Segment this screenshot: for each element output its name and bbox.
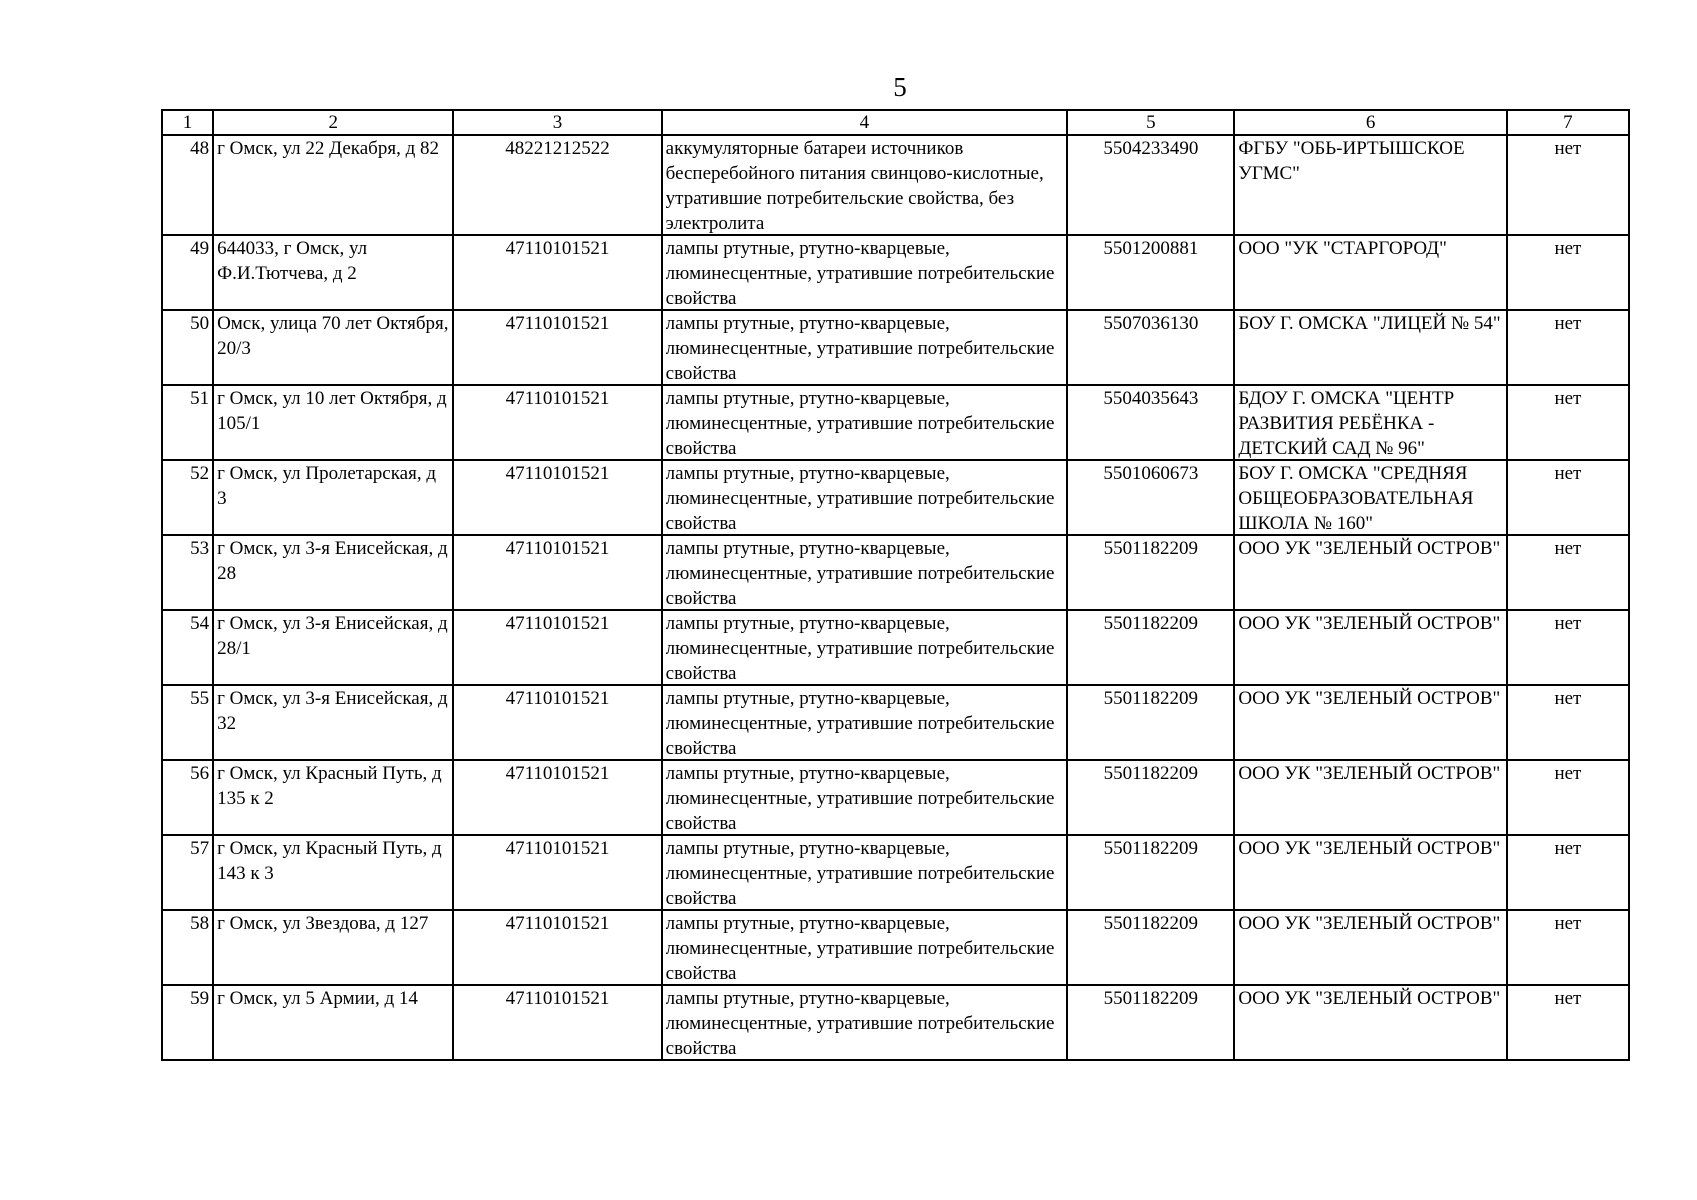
flag-cell: нет: [1507, 610, 1629, 685]
inn-cell: 5501182209: [1067, 760, 1234, 835]
waste-type-cell: [662, 910, 1068, 985]
inn-cell: 5504233490: [1067, 135, 1234, 235]
organization-cell: [1234, 985, 1506, 1060]
table-row: [162, 235, 1629, 310]
address-cell: [213, 235, 453, 310]
row-number: 49: [162, 235, 213, 310]
inn-cell: 5501182209: [1067, 685, 1234, 760]
organization-text: ООО УК "ЗЕЛЕНЫЙ ОСТРОВ": [1238, 988, 1501, 1009]
row-number: 57: [162, 835, 213, 910]
organization-cell: [1234, 535, 1506, 610]
organization-text: ФГБУ "ОБЬ-ИРТЫШСКОЕ УГМС": [1238, 138, 1465, 184]
waste-type-cell: [662, 460, 1068, 535]
table-row: [162, 385, 1629, 460]
row-number: 51: [162, 385, 213, 460]
waste-code-cell: 47110101521: [453, 835, 661, 910]
waste-code-cell: 47110101521: [453, 460, 661, 535]
waste-type-cell: [662, 535, 1068, 610]
address-text: г Омск, ул Красный Путь, д 135 к 2: [217, 763, 442, 809]
waste-type-cell: [662, 835, 1068, 910]
header-col-7: 7: [1507, 110, 1629, 135]
table-row: [162, 685, 1629, 760]
organization-cell: [1234, 135, 1506, 235]
flag-cell: нет: [1507, 835, 1629, 910]
table-body: [162, 135, 1629, 1060]
organization-text: БДОУ Г. ОМСКА "ЦЕНТР РАЗВИТИЯ РЕБЁНКА - ДЕТСКИЙ САД № 96": [1238, 388, 1455, 459]
waste-type-cell: [662, 135, 1068, 235]
page-number: 5: [893, 72, 907, 102]
row-number: 52: [162, 460, 213, 535]
header-col-4: 4: [662, 110, 1068, 135]
row-number: 58: [162, 910, 213, 985]
flag-cell: нет: [1507, 685, 1629, 760]
waste-type-text: лампы ртутные, ртутно-кварцевые, люминесцентные, утратившие потребительские свойства: [665, 838, 1055, 909]
waste-type-text: лампы ртутные, ртутно-кварцевые, люминесцентные, утратившие потребительские свойства: [665, 913, 1055, 984]
waste-code-cell: 47110101521: [453, 385, 661, 460]
address-cell: [213, 985, 453, 1060]
inn-cell: 5501182209: [1067, 610, 1234, 685]
organization-cell: [1234, 910, 1506, 985]
row-number: 59: [162, 985, 213, 1060]
organization-text: БОУ Г. ОМСКА "ЛИЦЕЙ № 54": [1238, 313, 1501, 334]
row-number: 48: [162, 135, 213, 235]
flag-cell: нет: [1507, 135, 1629, 235]
address-text: г Омск, ул 10 лет Октября, д 105/1: [217, 388, 447, 434]
organization-text: ООО УК "ЗЕЛЕНЫЙ ОСТРОВ": [1238, 763, 1501, 784]
waste-type-cell: [662, 235, 1068, 310]
organization-cell: [1234, 235, 1506, 310]
address-text: г Омск, ул 22 Декабря, д 82: [217, 138, 439, 159]
header-row: [162, 110, 1629, 135]
address-cell: [213, 610, 453, 685]
table-row: [162, 610, 1629, 685]
waste-type-cell: [662, 310, 1068, 385]
address-cell: [213, 535, 453, 610]
table-row: [162, 460, 1629, 535]
waste-type-text: лампы ртутные, ртутно-кварцевые, люминесцентные, утратившие потребительские свойства: [665, 463, 1055, 534]
table-row: [162, 835, 1629, 910]
inn-cell: 5501200881: [1067, 235, 1234, 310]
table-row: [162, 985, 1629, 1060]
waste-type-cell: [662, 385, 1068, 460]
address-text: г Омск, ул 5 Армии, д 14: [217, 988, 418, 1009]
waste-type-text: лампы ртутные, ртутно-кварцевые, люминесцентные, утратившие потребительские свойства: [665, 313, 1055, 384]
address-text: г Омск, ул Красный Путь, д 143 к 3: [217, 838, 442, 884]
waste-code-cell: 48221212522: [453, 135, 661, 235]
waste-type-text: лампы ртутные, ртутно-кварцевые, люминесцентные, утратившие потребительские свойства: [665, 988, 1055, 1059]
waste-type-text: аккумуляторные батареи источников бесперебойного питания свинцово-кислотные, утратившие потребительские свойства, без электролита: [665, 138, 1044, 234]
inn-cell: 5501182209: [1067, 835, 1234, 910]
header-col-5: 5: [1067, 110, 1234, 135]
flag-cell: нет: [1507, 310, 1629, 385]
address-cell: [213, 135, 453, 235]
address-cell: [213, 460, 453, 535]
header-col-2: 2: [213, 110, 453, 135]
table-row: [162, 310, 1629, 385]
inn-cell: 5501182209: [1067, 535, 1234, 610]
waste-code-cell: 47110101521: [453, 685, 661, 760]
address-cell: [213, 310, 453, 385]
flag-cell: нет: [1507, 235, 1629, 310]
inn-cell: 5504035643: [1067, 385, 1234, 460]
address-text: г Омск, ул Пролетарская, д 3: [217, 463, 436, 509]
waste-code-cell: 47110101521: [453, 235, 661, 310]
waste-type-cell: [662, 985, 1068, 1060]
address-cell: [213, 385, 453, 460]
waste-type-cell: [662, 685, 1068, 760]
organization-cell: [1234, 610, 1506, 685]
waste-type-text: лампы ртутные, ртутно-кварцевые, люминесцентные, утратившие потребительские свойства: [665, 238, 1055, 309]
organization-text: БОУ Г. ОМСКА "СРЕДНЯЯ ОБЩЕОБРАЗОВАТЕЛЬНАЯ ШКОЛА № 160": [1238, 463, 1474, 534]
address-cell: [213, 685, 453, 760]
address-text: Омск, улица 70 лет Октября, 20/3: [217, 313, 449, 359]
address-text: г Омск, ул 3-я Енисейская, д 28/1: [217, 613, 448, 659]
table-row: [162, 760, 1629, 835]
table-row: [162, 910, 1629, 985]
organization-cell: [1234, 310, 1506, 385]
flag-cell: нет: [1507, 385, 1629, 460]
inn-cell: 5501182209: [1067, 985, 1234, 1060]
organization-text: ООО УК "ЗЕЛЕНЫЙ ОСТРОВ": [1238, 613, 1501, 634]
row-number: 54: [162, 610, 213, 685]
waste-type-cell: [662, 760, 1068, 835]
waste-type-text: лампы ртутные, ртутно-кварцевые, люминесцентные, утратившие потребительские свойства: [665, 388, 1055, 459]
address-text: г Омск, ул 3-я Енисейская, д 28: [217, 538, 448, 584]
address-cell: [213, 910, 453, 985]
waste-code-cell: 47110101521: [453, 985, 661, 1060]
organization-cell: [1234, 685, 1506, 760]
waste-type-text: лампы ртутные, ртутно-кварцевые, люминесцентные, утратившие потребительские свойства: [665, 763, 1055, 834]
table-header: [162, 110, 1629, 135]
header-col-1: 1: [162, 110, 213, 135]
waste-type-text: лампы ртутные, ртутно-кварцевые, люминесцентные, утратившие потребительские свойства: [665, 688, 1055, 759]
flag-cell: нет: [1507, 760, 1629, 835]
flag-cell: нет: [1507, 460, 1629, 535]
row-number: 55: [162, 685, 213, 760]
waste-code-cell: 47110101521: [453, 310, 661, 385]
header-col-3: 3: [453, 110, 661, 135]
organization-cell: [1234, 385, 1506, 460]
header-col-6: 6: [1234, 110, 1506, 135]
address-text: г Омск, ул Звездова, д 127: [217, 913, 429, 934]
address-text: 644033, г Омск, ул Ф.И.Тютчева, д 2: [217, 238, 368, 284]
inn-cell: 5501060673: [1067, 460, 1234, 535]
organization-text: ООО УК "ЗЕЛЕНЫЙ ОСТРОВ": [1238, 688, 1501, 709]
address-text: г Омск, ул 3-я Енисейская, д 32: [217, 688, 448, 734]
row-number: 50: [162, 310, 213, 385]
waste-code-cell: 47110101521: [453, 910, 661, 985]
waste-type-cell: [662, 610, 1068, 685]
organization-cell: [1234, 760, 1506, 835]
table-row: [162, 535, 1629, 610]
organization-cell: [1234, 460, 1506, 535]
inn-cell: 5507036130: [1067, 310, 1234, 385]
waste-code-cell: 47110101521: [453, 760, 661, 835]
flag-cell: нет: [1507, 985, 1629, 1060]
flag-cell: нет: [1507, 910, 1629, 985]
flag-cell: нет: [1507, 535, 1629, 610]
waste-type-text: лампы ртутные, ртутно-кварцевые, люминесцентные, утратившие потребительские свойства: [665, 538, 1055, 609]
organization-text: ООО "УК "СТАРГОРОД": [1238, 238, 1447, 259]
waste-code-cell: 47110101521: [453, 535, 661, 610]
table-row: [162, 135, 1629, 235]
address-cell: [213, 835, 453, 910]
organization-cell: [1234, 835, 1506, 910]
organization-text: ООО УК "ЗЕЛЕНЫЙ ОСТРОВ": [1238, 538, 1501, 559]
waste-code-cell: 47110101521: [453, 610, 661, 685]
row-number: 53: [162, 535, 213, 610]
organization-text: ООО УК "ЗЕЛЕНЫЙ ОСТРОВ": [1238, 838, 1501, 859]
address-cell: [213, 760, 453, 835]
row-number: 56: [162, 760, 213, 835]
waste-type-text: лампы ртутные, ртутно-кварцевые, люминесцентные, утратившие потребительские свойства: [665, 613, 1055, 684]
organization-text: ООО УК "ЗЕЛЕНЫЙ ОСТРОВ": [1238, 913, 1501, 934]
inn-cell: 5501182209: [1067, 910, 1234, 985]
waste-registry-table: [161, 109, 1630, 1061]
